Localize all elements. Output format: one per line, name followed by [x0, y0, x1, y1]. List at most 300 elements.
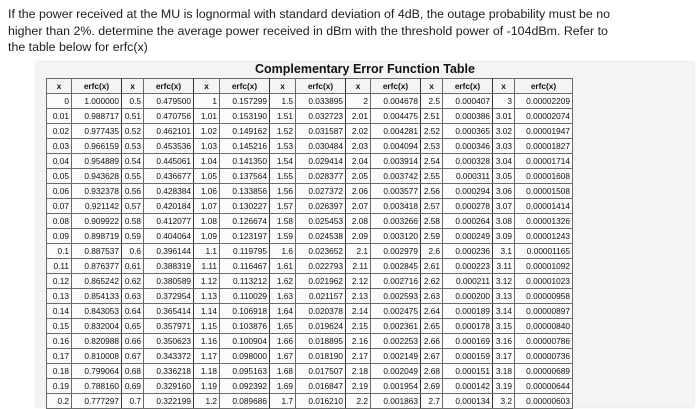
erfc-cell: 0.000200: [443, 289, 493, 304]
erfc-cell: 0.002716: [371, 274, 421, 289]
erfc-cell: 0.000294: [443, 184, 493, 199]
table-row: [47, 94, 573, 109]
x-cell: 2.08: [346, 214, 371, 229]
x-cell: 1.61: [270, 259, 296, 274]
x-cell: 1.09: [194, 229, 220, 244]
erfc-cell: 0.031587: [296, 124, 346, 139]
erfc-cell: 0.004475: [371, 109, 421, 124]
erfc-cell: 0.004678: [371, 94, 421, 109]
x-cell: 2.12: [346, 274, 371, 289]
x-cell: 2.64: [421, 304, 443, 319]
x-cell: 1.08: [194, 214, 220, 229]
erfc-cell: 0.137564: [220, 169, 270, 184]
erfc-cell: 0.462101: [144, 124, 194, 139]
x-cell: 1.69: [270, 379, 296, 394]
erfc-cell: 0.003120: [371, 229, 421, 244]
x-cell: 0.65: [122, 319, 144, 334]
x-cell: 1.66: [270, 334, 296, 349]
erfc-cell: 0.00001508: [515, 184, 573, 199]
x-cell: 0.69: [122, 379, 144, 394]
x-cell: 2.69: [421, 379, 443, 394]
erfc-cell: 0.095163: [220, 364, 270, 379]
x-cell: 1.18: [194, 364, 220, 379]
question-line-3: the table below for erfc(x): [8, 40, 148, 54]
erfc-cell: 0.000264: [443, 214, 493, 229]
erfc-cell: 0.000151: [443, 364, 493, 379]
x-cell: 3.07: [493, 199, 515, 214]
x-cell: 2.57: [421, 199, 443, 214]
erfc-cell: 0.00001714: [515, 154, 573, 169]
erfc-cell: 0.106918: [220, 304, 270, 319]
x-cell: 0.58: [122, 214, 144, 229]
table-row: [47, 304, 573, 319]
x-cell: 2.07: [346, 199, 371, 214]
table-row: [47, 364, 573, 379]
x-cell: 3.13: [493, 289, 515, 304]
x-cell: 3.15: [493, 319, 515, 334]
column-header-erfc: erfc(x): [72, 79, 122, 94]
x-cell: 1.63: [270, 289, 296, 304]
x-cell: 2.01: [346, 109, 371, 124]
erfc-cell: 0.453536: [144, 139, 194, 154]
x-cell: 0.14: [47, 304, 72, 319]
erfc-cell: 0.000211: [443, 274, 493, 289]
x-cell: 1.59: [270, 229, 296, 244]
erfc-cell: 0.954889: [72, 154, 122, 169]
erfc-cell: 0.00001947: [515, 124, 573, 139]
x-cell: 0.02: [47, 124, 72, 139]
x-cell: 1.51: [270, 109, 296, 124]
erfc-cell: 0.017507: [296, 364, 346, 379]
erfc-cell: 0.133856: [220, 184, 270, 199]
x-cell: 1.64: [270, 304, 296, 319]
x-cell: 2: [346, 94, 371, 109]
x-cell: 1.52: [270, 124, 296, 139]
x-cell: 1.7: [270, 394, 296, 409]
erfc-cell: 0.00000736: [515, 349, 573, 364]
erfc-cell: 0.000178: [443, 319, 493, 334]
column-header-x: x: [493, 79, 515, 94]
x-cell: 3.11: [493, 259, 515, 274]
x-cell: 1.01: [194, 109, 220, 124]
erfc-cell: 0.003266: [371, 214, 421, 229]
column-header-erfc: erfc(x): [443, 79, 493, 94]
x-cell: 1.2: [194, 394, 220, 409]
x-cell: 0.07: [47, 199, 72, 214]
erfc-cell: 0.909922: [72, 214, 122, 229]
erfc-cell: 0.002253: [371, 334, 421, 349]
erfc-cell: 0.00002209: [515, 94, 573, 109]
x-cell: 0.05: [47, 169, 72, 184]
x-cell: 1.19: [194, 379, 220, 394]
x-cell: 2.52: [421, 124, 443, 139]
x-cell: 3.2: [493, 394, 515, 409]
x-cell: 1.15: [194, 319, 220, 334]
x-cell: 0.63: [122, 289, 144, 304]
x-cell: 2.03: [346, 139, 371, 154]
erfc-cell: 0.149162: [220, 124, 270, 139]
erfc-cell: 0.000407: [443, 94, 493, 109]
erfc-cell: 0.843053: [72, 304, 122, 319]
x-cell: 1.16: [194, 334, 220, 349]
x-cell: 1.53: [270, 139, 296, 154]
x-cell: 0.15: [47, 319, 72, 334]
question-line-2: higher than 2%. determine the average power received in dBm with the threshold power of -104dBm. Refer to: [8, 23, 608, 38]
x-cell: 1.05: [194, 169, 220, 184]
x-cell: 0.67: [122, 349, 144, 364]
erfc-cell: 0.000236: [443, 244, 493, 259]
erfc-cell: 0.000249: [443, 229, 493, 244]
table-row: [47, 199, 573, 214]
erfc-cell: 0.098000: [220, 349, 270, 364]
x-cell: 0.61: [122, 259, 144, 274]
erfc-cell: 0.003742: [371, 169, 421, 184]
x-cell: 0.13: [47, 289, 72, 304]
erfc-cell: 0.00001414: [515, 199, 573, 214]
x-cell: 2.51: [421, 109, 443, 124]
erfc-cell: 0.141350: [220, 154, 270, 169]
x-cell: 0.17: [47, 349, 72, 364]
x-cell: 0.55: [122, 169, 144, 184]
x-cell: 0.1: [47, 244, 72, 259]
x-cell: 0.2: [47, 394, 72, 409]
erfc-cell: 0.003577: [371, 184, 421, 199]
table-row: [47, 274, 573, 289]
x-cell: 3.18: [493, 364, 515, 379]
erfc-cell: 0.130227: [220, 199, 270, 214]
x-cell: 2.06: [346, 184, 371, 199]
x-cell: 3.04: [493, 154, 515, 169]
erfc-cell: 0.019624: [296, 319, 346, 334]
x-cell: 1.02: [194, 124, 220, 139]
erfc-cell: 0.00000603: [515, 394, 573, 409]
x-cell: 2.15: [346, 319, 371, 334]
erfc-cell: 0.412077: [144, 214, 194, 229]
column-header-erfc: erfc(x): [144, 79, 194, 94]
erfc-cell: 0.810008: [72, 349, 122, 364]
x-cell: 0: [47, 94, 72, 109]
erfc-table: [46, 78, 573, 409]
table-row: [47, 184, 573, 199]
erfc-cell: 0.000189: [443, 304, 493, 319]
erfc-cell: 0.420184: [144, 199, 194, 214]
table-row: [47, 394, 573, 409]
x-cell: 2.2: [346, 394, 371, 409]
x-cell: 0.51: [122, 109, 144, 124]
erfc-cell: 0.002593: [371, 289, 421, 304]
x-cell: 3.06: [493, 184, 515, 199]
erfc-cell: 0.988717: [72, 109, 122, 124]
column-header-x: x: [194, 79, 220, 94]
erfc-cell: 0.016847: [296, 379, 346, 394]
column-header-x: x: [47, 79, 72, 94]
erfc-cell: 0.025453: [296, 214, 346, 229]
column-header-x: x: [346, 79, 371, 94]
x-cell: 0.59: [122, 229, 144, 244]
erfc-cell: 0.000386: [443, 109, 493, 124]
erfc-cell: 0.479500: [144, 94, 194, 109]
erfc-cell: 0.365414: [144, 304, 194, 319]
x-cell: 0.19: [47, 379, 72, 394]
erfc-cell: 0.404064: [144, 229, 194, 244]
erfc-cell: 0.003914: [371, 154, 421, 169]
table-row: [47, 139, 573, 154]
x-cell: 3.05: [493, 169, 515, 184]
erfc-cell: 0.00000644: [515, 379, 573, 394]
x-cell: 2.61: [421, 259, 443, 274]
x-cell: 0.11: [47, 259, 72, 274]
erfc-cell: 0.00002074: [515, 109, 573, 124]
x-cell: 3.09: [493, 229, 515, 244]
column-header-erfc: erfc(x): [296, 79, 346, 94]
erfc-cell: 0.024538: [296, 229, 346, 244]
erfc-cell: 0.388319: [144, 259, 194, 274]
erfc-cell: 0.00001243: [515, 229, 573, 244]
x-cell: 1.58: [270, 214, 296, 229]
x-cell: 0.6: [122, 244, 144, 259]
x-cell: 2.14: [346, 304, 371, 319]
x-cell: 0.06: [47, 184, 72, 199]
erfc-cell: 0.021157: [296, 289, 346, 304]
x-cell: 1.11: [194, 259, 220, 274]
x-cell: 0.66: [122, 334, 144, 349]
erfc-cell: 0.157299: [220, 94, 270, 109]
erfc-cell: 0.002979: [371, 244, 421, 259]
table-title: Complementary Error Function Table: [255, 62, 475, 76]
erfc-cell: 0.000328: [443, 154, 493, 169]
erfc-cell: 0.336218: [144, 364, 194, 379]
x-cell: 0.04: [47, 154, 72, 169]
x-cell: 2.09: [346, 229, 371, 244]
x-cell: 2.54: [421, 154, 443, 169]
erfc-cell: 0.018190: [296, 349, 346, 364]
x-cell: 1.04: [194, 154, 220, 169]
x-cell: 1.06: [194, 184, 220, 199]
erfc-cell: 0.00001092: [515, 259, 573, 274]
x-cell: 0.54: [122, 154, 144, 169]
erfc-cell: 0.898719: [72, 229, 122, 244]
erfc-cell: 0.103876: [220, 319, 270, 334]
erfc-cell: 0.322199: [144, 394, 194, 409]
erfc-cell: 0.820988: [72, 334, 122, 349]
erfc-cell: 0.027372: [296, 184, 346, 199]
x-cell: 1.12: [194, 274, 220, 289]
erfc-cell: 0.032723: [296, 109, 346, 124]
erfc-cell: 0.380589: [144, 274, 194, 289]
x-cell: 3.19: [493, 379, 515, 394]
x-cell: 2.67: [421, 349, 443, 364]
x-cell: 1.13: [194, 289, 220, 304]
x-cell: 3.14: [493, 304, 515, 319]
x-cell: 1.1: [194, 244, 220, 259]
erfc-cell: 0.428384: [144, 184, 194, 199]
x-cell: 2.13: [346, 289, 371, 304]
x-cell: 2.58: [421, 214, 443, 229]
erfc-cell: 0.865242: [72, 274, 122, 289]
erfc-cell: 0.030484: [296, 139, 346, 154]
erfc-cell: 0.350623: [144, 334, 194, 349]
erfc-cell: 0.126674: [220, 214, 270, 229]
x-cell: 3.08: [493, 214, 515, 229]
erfc-cell: 0.016210: [296, 394, 346, 409]
x-cell: 2.02: [346, 124, 371, 139]
erfc-cell: 0.00000840: [515, 319, 573, 334]
x-cell: 0.68: [122, 364, 144, 379]
x-cell: 2.17: [346, 349, 371, 364]
erfc-cell: 0.004094: [371, 139, 421, 154]
x-cell: 2.53: [421, 139, 443, 154]
x-cell: 2.62: [421, 274, 443, 289]
erfc-cell: 0.372954: [144, 289, 194, 304]
table-row: [47, 259, 573, 274]
erfc-cell: 0.000169: [443, 334, 493, 349]
table-row: [47, 379, 573, 394]
erfc-cell: 0.00001023: [515, 274, 573, 289]
erfc-cell: 0.921142: [72, 199, 122, 214]
column-header-x: x: [270, 79, 296, 94]
erfc-cell: 0.000223: [443, 259, 493, 274]
erfc-cell: 0.089686: [220, 394, 270, 409]
x-cell: 0.09: [47, 229, 72, 244]
x-cell: 2.7: [421, 394, 443, 409]
erfc-cell: 0.000365: [443, 124, 493, 139]
erfc-cell: 0.436677: [144, 169, 194, 184]
erfc-cell: 0.153190: [220, 109, 270, 124]
erfc-cell: 0.000142: [443, 379, 493, 394]
x-cell: 3.17: [493, 349, 515, 364]
erfc-cell: 0.943628: [72, 169, 122, 184]
x-cell: 3: [493, 94, 515, 109]
erfc-cell: 0.028377: [296, 169, 346, 184]
erfc-cell: 0.357971: [144, 319, 194, 334]
x-cell: 2.18: [346, 364, 371, 379]
erfc-cell: 0.966159: [72, 139, 122, 154]
erfc-cell: 0.00001608: [515, 169, 573, 184]
x-cell: 2.63: [421, 289, 443, 304]
x-cell: 2.66: [421, 334, 443, 349]
x-cell: 0.16: [47, 334, 72, 349]
erfc-cell: 0.021962: [296, 274, 346, 289]
x-cell: 3.12: [493, 274, 515, 289]
x-cell: 0.18: [47, 364, 72, 379]
table-row: [47, 349, 573, 364]
x-cell: 1.57: [270, 199, 296, 214]
x-cell: 1.5: [270, 94, 296, 109]
column-header-erfc: erfc(x): [371, 79, 421, 94]
x-cell: 1.55: [270, 169, 296, 184]
x-cell: 2.5: [421, 94, 443, 109]
erfc-cell: 0.00000897: [515, 304, 573, 319]
erfc-cell: 0.396144: [144, 244, 194, 259]
erfc-cell: 0.020378: [296, 304, 346, 319]
erfc-cell: 0.876377: [72, 259, 122, 274]
erfc-cell: 0.00001326: [515, 214, 573, 229]
erfc-cell: 0.000134: [443, 394, 493, 409]
x-cell: 1.65: [270, 319, 296, 334]
erfc-cell: 0.00000958: [515, 289, 573, 304]
x-cell: 3.03: [493, 139, 515, 154]
erfc-cell: 0.145216: [220, 139, 270, 154]
erfc-cell: 0.033895: [296, 94, 346, 109]
erfc-cell: 0.001863: [371, 394, 421, 409]
x-cell: 2.16: [346, 334, 371, 349]
erfc-cell: 0.026397: [296, 199, 346, 214]
table-header-row: [47, 79, 573, 94]
erfc-cell: 0.002845: [371, 259, 421, 274]
table-row: [47, 334, 573, 349]
erfc-cell: 0.023652: [296, 244, 346, 259]
table-row: [47, 124, 573, 139]
x-cell: 1.68: [270, 364, 296, 379]
erfc-cell: 0.470756: [144, 109, 194, 124]
table-row: [47, 154, 573, 169]
table-row: [47, 169, 573, 184]
erfc-cell: 0.000311: [443, 169, 493, 184]
erfc-cell: 0.000159: [443, 349, 493, 364]
x-cell: 1.07: [194, 199, 220, 214]
x-cell: 0.01: [47, 109, 72, 124]
erfc-cell: 0.329160: [144, 379, 194, 394]
x-cell: 2.6: [421, 244, 443, 259]
erfc-cell: 0.022793: [296, 259, 346, 274]
column-header-x: x: [421, 79, 443, 94]
erfc-cell: 0.092392: [220, 379, 270, 394]
erfc-cell: 0.029414: [296, 154, 346, 169]
erfc-cell: 0.854133: [72, 289, 122, 304]
erfc-cell: 0.116467: [220, 259, 270, 274]
table-row: [47, 244, 573, 259]
x-cell: 0.5: [122, 94, 144, 109]
erfc-cell: 0.832004: [72, 319, 122, 334]
erfc-cell: 0.001954: [371, 379, 421, 394]
erfc-cell: 0.788160: [72, 379, 122, 394]
erfc-cell: 0.018895: [296, 334, 346, 349]
x-cell: 2.19: [346, 379, 371, 394]
x-cell: 2.55: [421, 169, 443, 184]
x-cell: 2.68: [421, 364, 443, 379]
x-cell: 0.64: [122, 304, 144, 319]
x-cell: 1.6: [270, 244, 296, 259]
x-cell: 2.65: [421, 319, 443, 334]
erfc-cell: 0.887537: [72, 244, 122, 259]
x-cell: 3.16: [493, 334, 515, 349]
x-cell: 0.62: [122, 274, 144, 289]
x-cell: 0.56: [122, 184, 144, 199]
erfc-cell: 0.00001827: [515, 139, 573, 154]
x-cell: 1.67: [270, 349, 296, 364]
column-header-erfc: erfc(x): [515, 79, 573, 94]
x-cell: 2.1: [346, 244, 371, 259]
x-cell: 2.05: [346, 169, 371, 184]
erfc-cell: 0.000346: [443, 139, 493, 154]
erfc-cell: 0.00001165: [515, 244, 573, 259]
question-line-1: If the power received at the MU is lognormal with standard deviation of 4dB, the outage probability must be no: [8, 7, 610, 21]
x-cell: 0.7: [122, 394, 144, 409]
erfc-cell: 0.100904: [220, 334, 270, 349]
x-cell: 2.56: [421, 184, 443, 199]
x-cell: 1: [194, 94, 220, 109]
table-row: [47, 109, 573, 124]
x-cell: 1.62: [270, 274, 296, 289]
table-row: [47, 214, 573, 229]
erfc-cell: 0.002149: [371, 349, 421, 364]
x-cell: 0.53: [122, 139, 144, 154]
x-cell: 1.54: [270, 154, 296, 169]
erfc-cell: 0.777297: [72, 394, 122, 409]
x-cell: 0.52: [122, 124, 144, 139]
erfc-cell: 0.000278: [443, 199, 493, 214]
erfc-cell: 0.445061: [144, 154, 194, 169]
